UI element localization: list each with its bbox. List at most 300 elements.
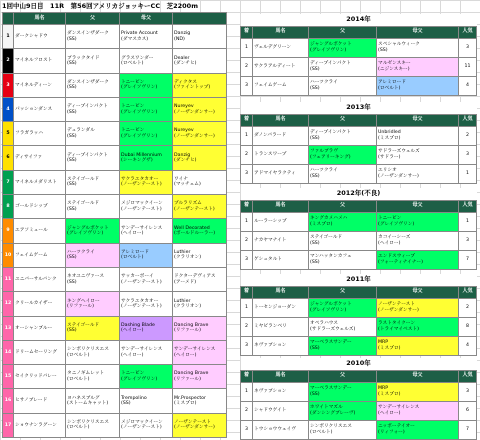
damsire-cell [377,212,459,231]
dam-cell [120,170,173,194]
place: 3 [241,250,253,269]
horse-number: 17 [3,413,14,437]
place: 1 [241,38,253,57]
past-row [241,76,477,95]
damsire-cell-line: (ミスプロ) [378,345,401,351]
damsire-cell-name: サドラーズウェルズ [378,149,420,155]
header-sire: 父 [309,370,377,382]
dam-cell-line: (グレイソヴリン) [121,109,158,115]
dam-cell-line: (グレイソヴリン) [121,376,158,382]
damsire-cell-name: サンデーサイレンス [378,405,420,411]
dam-cell-name: メジロマックイーン [121,419,163,425]
header-horse-name: 馬名 [253,26,309,38]
damsire-cell-line: (ノーザンダンサー) [174,109,215,115]
dam-cell-name: サンデーサイレンス [121,225,163,231]
damsire-cell-line: (ミスプロ) [378,391,401,397]
damsire-cell-name: Dancing Brave [174,322,209,328]
dam-cell [120,365,173,389]
header-place: 着 [241,286,253,298]
year-title: 2012年(不良) [241,188,477,200]
place: 1 [241,212,253,231]
horse-number: 5 [3,122,14,146]
dam-cell [120,267,173,291]
damsire-cell-name: エンドスウィープ [378,254,415,260]
sire-cell-name: マーベラスサンデー [310,340,352,346]
entry-row [3,316,227,340]
sire-cell-line: (リファール) [67,303,94,309]
damsire-cell [377,336,459,355]
sire-cell [66,365,120,389]
sire-cell-name: キングヘイロー [67,298,100,304]
header-sire: 父 [309,114,377,126]
dam-cell-line: (ダマスカス) [121,36,149,42]
sire-cell-name: マーベラスサンデー [310,386,352,392]
damsire-cell [173,316,227,340]
sire-cell-name: ホワイトマズル [310,405,343,411]
horse-number: 16 [3,389,14,413]
dam-cell-name: トニービン [121,104,145,110]
damsire-cell [173,122,227,146]
sire-cell-line: (SS) [67,255,77,261]
entry-row [3,195,227,219]
sire-cell-line: (SS) [67,279,77,285]
sire-cell-line: (ストームキャット) [67,401,109,407]
place: 1 [241,382,253,401]
dam-cell [120,316,173,340]
damsire-cell [377,382,459,401]
header-sire: 父 [309,286,377,298]
horse-name: ヴェルデグリーン [253,38,309,57]
damsire-cell [377,250,459,269]
entry-row [3,413,227,437]
horse-number: 8 [3,195,14,219]
sire-cell [309,336,377,355]
sire-cell-name: タニノギムレット [67,371,105,377]
damsire-cell [173,146,227,170]
grid-line-horizontal [0,0,480,1]
popularity: 6 [459,401,477,420]
dam-cell-line: (ノーザンテースト) [121,303,162,309]
popularity: 7 [459,420,477,439]
popularity: 2 [459,126,477,145]
damsire-cell-name: Unbridled [378,130,401,136]
damsire-cell-name: ノーザンテースト [174,419,212,425]
damsire-cell-line: (リファール) [174,376,201,382]
horse-number: 12 [3,292,14,316]
sire-cell-line: (サドラーズウェルズ) [310,326,356,332]
horse-number: 15 [3,365,14,389]
header-place: 着 [241,370,253,382]
damsire-cell [377,401,459,420]
damsire-cell [377,126,459,145]
dam-cell-name: Dashing Blade [121,322,155,328]
damsire-cell-line: (サドラー) [378,154,401,160]
sire-cell [309,401,377,420]
damsire-cell [173,195,227,219]
popularity: 3 [459,38,477,57]
past-year-table [240,358,477,440]
past-row [241,298,477,317]
sire-cell-name: ディープインパクト [310,130,351,136]
sire-cell [66,146,120,170]
dam-cell [120,146,173,170]
sire-cell-line: (SS) [67,60,77,66]
damsire-cell-name: カコイーシーズ [378,235,411,241]
damsire-cell-name: サンデーサイレンス [174,347,216,353]
horse-name: ルーラーシップ [253,212,309,231]
place: 2 [241,231,253,250]
horse-name: アドマイヤラクティ [253,164,309,183]
sire-cell-name: キングカメハメハ [310,216,348,222]
dam-cell-name: トニービン [121,371,145,377]
sire-cell [66,97,120,121]
damsire-cell-line: (ダンチヒ) [174,60,197,66]
horse-name: オーシャンブルー [14,316,66,340]
horse-name: ネヴァブション [253,336,309,355]
horse-name: エアソミュール [14,219,66,243]
sire-cell-name: ステイゴールド [310,235,343,241]
sire-cell [309,145,377,164]
sire-cell-name: ファルブラヴ [310,149,339,155]
dam-cell-name: Dubai Millennium [121,152,162,158]
sire-cell-name: ブラックタイド [67,55,100,61]
dam-cell-line: (ロベルト) [121,60,144,66]
sire-cell-name: オペラハウス [310,321,338,327]
sire-cell-line: (SS) [67,182,77,188]
damsire-cell-name: ラストタイクーン [378,321,416,327]
dam-cell-line: (グレイソヴリン) [121,133,158,139]
damsire-cell [173,49,227,73]
sire-cell-name: ステイゴールド [67,201,100,207]
dam-cell-name: サクラユタカオー [121,177,159,183]
dam-cell-line: (ノーザンテースト) [121,206,162,212]
damsire-cell-line: (マッチェム) [174,182,201,188]
past-row [241,38,477,57]
sire-cell [309,164,377,183]
entry-row [3,122,227,146]
damsire-cell-name: アレミロード [378,80,406,86]
entry-row [3,267,227,291]
header-dam-sire: 母父 [377,26,459,38]
sire-cell-line: (SS) [67,85,77,91]
damsire-cell [173,219,227,243]
damsire-cell [173,267,227,291]
dam-cell-line: (SS) [121,401,131,407]
header-popularity: 人気 [459,286,477,298]
dam-cell-name: メジロマックイーン [121,201,163,207]
horse-name: ヒサノブレード [14,389,66,413]
dam-cell [120,195,173,219]
dam-cell-line: (ヘイロー) [121,231,144,237]
dam-cell-line: (ヘイロー) [121,352,144,358]
sire-cell-name: シンボリクリスエス [67,347,109,353]
damsire-cell-line: (ミスプロ) [378,135,401,141]
damsire-cell-name: スペシャルウィーク [378,42,420,48]
dam-cell-line: (グレイソヴリン) [121,85,158,91]
damsire-cell [173,340,227,364]
damsire-cell-line: (ヘイロー) [174,352,197,358]
damsire-cell-line: (ヘイロー) [378,410,401,416]
dam-cell [120,243,173,267]
header-sire: 父 [309,200,377,212]
sire-cell-name: シンボリクリスエス [67,419,109,425]
horse-number: 9 [3,219,14,243]
sire-cell [309,420,377,439]
past-row [241,212,477,231]
header-horse-name: 馬名 [253,200,309,212]
place: 2 [241,145,253,164]
entries-table [2,12,227,438]
damsire-cell [377,298,459,317]
dam-cell-name: アレミロード [121,249,149,255]
sire-cell [66,170,120,194]
horse-name: ゴールドシップ [14,195,66,219]
sire-cell-name: ジャングルポケット [310,302,352,308]
header-horse-name: 馬名 [253,286,309,298]
past-row [241,57,477,76]
sire-cell-line: (SS) [310,135,320,141]
sire-cell-line: (グレイソヴリン) [67,231,104,237]
popularity: 4 [459,76,477,95]
header-place: 着 [241,200,253,212]
sire-cell-line: (SS) [310,66,320,72]
dam-cell-line: (ヘイロー) [121,328,144,334]
horse-number: 4 [3,97,14,121]
sire-cell-line: (SS) [310,259,320,265]
sire-cell-line: (SS) [310,85,320,91]
sire-cell-line: (ロベルト) [67,425,90,431]
header-number [3,13,14,25]
sire-cell [309,38,377,57]
damsire-cell-name: Danzig [174,152,191,158]
sire-cell [66,25,120,49]
horse-number: 1 [3,25,14,49]
dam-cell-name: サンデーサイレンス [121,347,163,353]
sire-cell [66,195,120,219]
horse-number: 13 [3,316,14,340]
sire-cell-line: (グレイソヴリン) [310,307,347,313]
header-dam-sire: 母父 [377,370,459,382]
past-row [241,250,477,269]
dam-cell-name: サクラユタカオー [121,298,159,304]
horse-number: 11 [3,267,14,291]
header-popularity: 人気 [459,200,477,212]
place: 2 [241,317,253,336]
horse-name: パッションダンス [14,97,66,121]
damsire-cell-name: ドクターデヴィアス [174,274,216,280]
entry-row [3,340,227,364]
damsire-cell-line: (ボールドルーラー) [174,231,216,237]
sire-cell-line: (SS) [310,240,320,246]
sire-cell-name: デュランダル [67,128,95,134]
header-blank [173,13,227,25]
damsire-cell [377,57,459,76]
grid-line-vertical [0,0,1,440]
entry-row [3,25,227,49]
entry-row [3,170,227,194]
damsire-cell-line: (ノーザンテースト) [174,206,215,212]
year-title: 2010年 [241,358,477,370]
sire-cell [309,57,377,76]
sire-cell-name: ステイゴールド [67,177,100,183]
damsire-cell [173,389,227,413]
damsire-cell [173,97,227,121]
sire-cell-name: ハーツクライ [310,168,338,174]
sire-cell [309,250,377,269]
popularity: 1 [459,164,477,183]
damsire-cell-name: Luthier [174,298,191,304]
sire-cell [309,76,377,95]
header-horse-name: 馬名 [253,370,309,382]
header-horse-name: 馬名 [14,13,66,25]
damsire-cell-name: ディクタス [174,79,197,85]
sire-cell-name: ステイゴールド [67,322,100,328]
past-row [241,145,477,164]
dam-cell [120,25,173,49]
past-row [241,382,477,401]
popularity: 11 [459,57,477,76]
header-popularity: 人気 [459,114,477,126]
place: 3 [241,76,253,95]
horse-number: 6 [3,146,14,170]
dam-cell-name: グラスワンダー [121,55,154,61]
damsire-cell-line: (ミスプロ) [174,401,197,407]
horse-name: トーセンジョーダン [253,298,309,317]
damsire-cell-name: マルゼンスキー [378,61,411,67]
place: 1 [241,126,253,145]
sire-cell-name: ハーツクライ [310,80,338,86]
past-year-table [240,14,477,96]
sire-cell-line: (SS) [67,109,77,115]
horse-name: マイネルメダリスト [14,170,66,194]
sire-cell-line: (SS) [310,391,320,397]
damsire-cell-name: Luthier [174,249,191,255]
damsire-cell [377,145,459,164]
sire-cell [66,49,120,73]
sire-cell-line: (フェアリーキング) [310,154,351,160]
horse-number: 7 [3,170,14,194]
damsire-cell-name: プルラリズム [174,201,202,207]
damsire-cell-name: ワイナ [174,177,188,183]
place: 3 [241,336,253,355]
horse-name: ドリームセーリング [14,340,66,364]
damsire-cell [173,170,227,194]
past-row [241,164,477,183]
sire-cell-line: (SS) [67,158,77,164]
sire-cell [309,212,377,231]
sire-cell-line: (SS) [67,133,77,139]
damsire-cell-line: (ダンチヒ) [174,158,197,164]
damsire-cell-name: MRP [378,386,389,392]
damsire-cell-name: Nureyev [174,104,194,110]
place: 3 [241,420,253,439]
dam-cell-line: (ノーザンテースト) [121,279,162,285]
horse-name: ゲシュタルト [253,250,309,269]
damsire-cell [173,365,227,389]
year-title: 2011年 [241,274,477,286]
horse-name: シャドウゲイト [253,401,309,420]
sire-cell-line: (SS) [67,328,77,334]
sire-cell [66,267,120,291]
sire-cell-line: (ロベルト) [67,352,90,358]
dam-cell-name: サッカーボーイ [121,274,154,280]
popularity: 4 [459,336,477,355]
past-year-table [240,102,477,184]
popularity: 3 [459,145,477,164]
past-year-table [240,274,477,356]
damsire-cell-name: Dealer [174,55,190,61]
sire-cell-name: ハーツクライ [67,249,95,255]
damsire-cell-line: (ノーザンダンサー) [378,307,419,313]
entry-row [3,146,227,170]
sire-cell [66,219,120,243]
place: 1 [241,298,253,317]
dam-cell [120,413,173,437]
sire-cell [66,73,120,97]
horse-name: セイクリッドバレー [14,365,66,389]
damsire-cell-name: ノーザンテースト [378,302,416,308]
dam-cell-line: (ロベルト) [121,255,144,261]
damsire-cell-line: (リィフォー) [378,429,405,435]
damsire-cell-line: (ファイントップ) [174,85,211,91]
sire-cell [309,126,377,145]
damsire-cell-line: (ND) [174,36,185,42]
entry-row [3,49,227,73]
entry-row [3,73,227,97]
entry-row [3,389,227,413]
header-sire: 父 [309,26,377,38]
header-popularity: 人気 [459,370,477,382]
horse-name: フェイムゲーム [253,76,309,95]
dam-cell [120,389,173,413]
horse-name: ダークシャドウ [14,25,66,49]
place: 3 [241,164,253,183]
dam-cell [120,219,173,243]
damsire-cell-line: (ノーザンダンサー) [174,133,215,139]
dam-cell-name: トニービン [121,128,145,134]
horse-name: ショウナンラグーン [14,413,66,437]
sire-cell [309,317,377,336]
sire-cell [66,340,120,364]
horse-name: サクラアルディート [253,57,309,76]
dam-cell [120,122,173,146]
header-dam-sire: 母父 [120,13,173,25]
horse-number: 3 [3,73,14,97]
popularity: 8 [459,317,477,336]
dam-cell [120,97,173,121]
entry-row [3,243,227,267]
damsire-cell [377,420,459,439]
dam-cell-name: Trempolino [121,395,147,401]
horse-name: クリールカイザー [14,292,66,316]
dam-cell [120,340,173,364]
entry-row [3,97,227,121]
sire-cell-line: (SS) [67,36,77,42]
sire-cell-name: ジャングルポケット [67,225,109,231]
damsire-cell-name: Danzig [174,31,191,37]
past-row [241,231,477,250]
popularity: 7 [459,250,477,269]
dam-cell-line: (シーキングザ) [121,158,153,164]
damsire-cell [173,292,227,316]
sire-cell-name: シンボリクリスエス [310,424,352,430]
horse-name: フェイムゲーム [14,243,66,267]
entry-row [3,292,227,316]
sire-cell [66,316,120,340]
past-row [241,420,477,439]
past-row [241,401,477,420]
header-popularity: 人気 [459,26,477,38]
